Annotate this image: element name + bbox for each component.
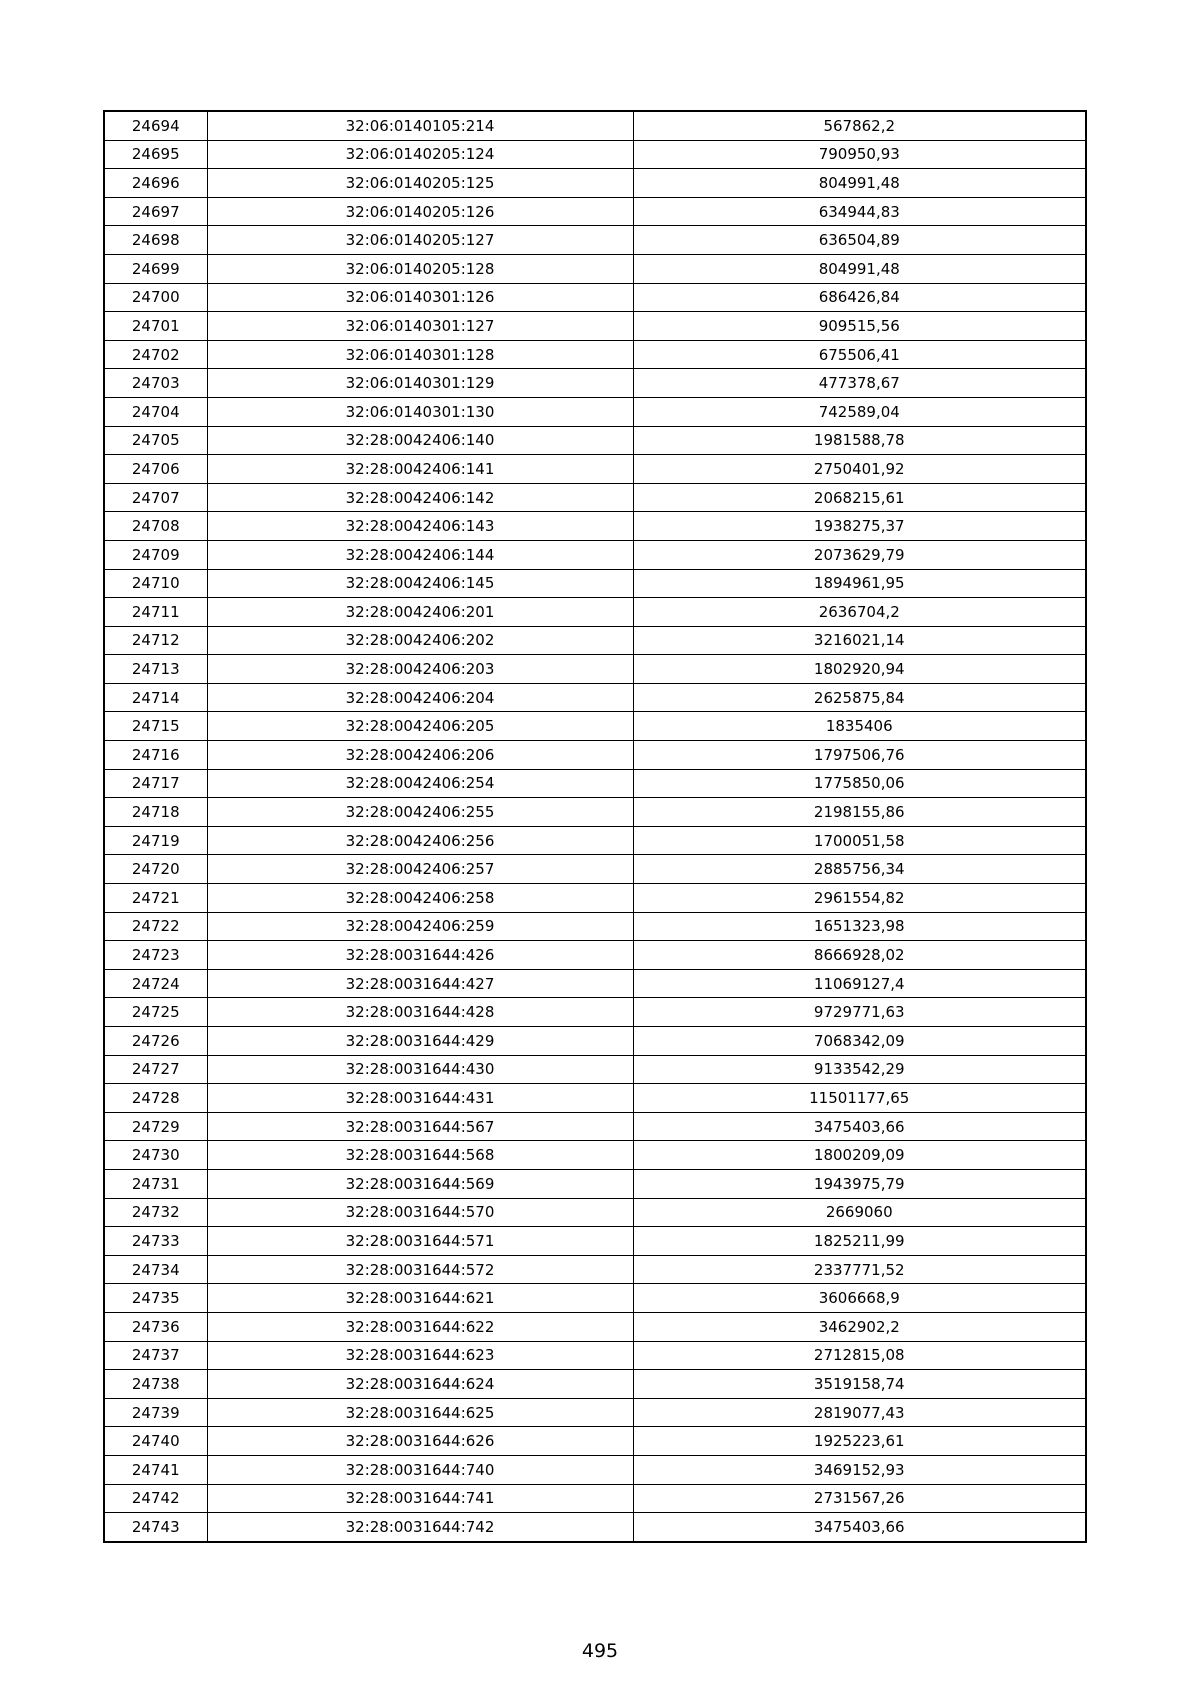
cadastral-value-cell: 3216021,14 [633, 626, 1086, 655]
cadastral-number-cell: 32:28:0042406:140 [207, 426, 633, 455]
cadastral-value-cell: 742589,04 [633, 397, 1086, 426]
row-index-cell: 24731 [104, 1169, 207, 1198]
table-row [104, 798, 1086, 827]
table-row [104, 1227, 1086, 1256]
cadastral-number-cell: 32:28:0042406:203 [207, 655, 633, 684]
cadastral-number-cell: 32:28:0031644:625 [207, 1398, 633, 1427]
table-row [104, 397, 1086, 426]
row-index-cell: 24721 [104, 884, 207, 913]
cadastral-number-cell: 32:06:0140301:130 [207, 397, 633, 426]
cadastral-value-cell: 3475403,66 [633, 1112, 1086, 1141]
cadastral-number-cell: 32:28:0031644:571 [207, 1227, 633, 1256]
cadastral-number-cell: 32:28:0031644:430 [207, 1055, 633, 1084]
table-row [104, 1455, 1086, 1484]
cadastral-value-cell: 2885756,34 [633, 855, 1086, 884]
cadastral-value-cell: 1700051,58 [633, 826, 1086, 855]
table-row [104, 569, 1086, 598]
row-index-cell: 24722 [104, 912, 207, 941]
table-row [104, 969, 1086, 998]
cadastral-value-cell: 1797506,76 [633, 741, 1086, 770]
row-index-cell: 24729 [104, 1112, 207, 1141]
row-index-cell: 24700 [104, 283, 207, 312]
table-row [104, 1141, 1086, 1170]
cadastral-number-cell: 32:28:0031644:429 [207, 1027, 633, 1056]
cadastral-number-cell: 32:06:0140105:214 [207, 111, 633, 140]
row-index-cell: 24742 [104, 1484, 207, 1513]
table-row [104, 741, 1086, 770]
row-index-cell: 24711 [104, 598, 207, 627]
row-index-cell: 24710 [104, 569, 207, 598]
table-row [104, 626, 1086, 655]
cadastral-value-cell: 1894961,95 [633, 569, 1086, 598]
cadastral-number-cell: 32:28:0031644:427 [207, 969, 633, 998]
table-row [104, 169, 1086, 198]
row-index-cell: 24728 [104, 1084, 207, 1113]
table-row [104, 483, 1086, 512]
row-index-cell: 24697 [104, 197, 207, 226]
row-index-cell: 24707 [104, 483, 207, 512]
table-row [104, 140, 1086, 169]
cadastral-value-cell: 2068215,61 [633, 483, 1086, 512]
table-row [104, 312, 1086, 341]
cadastral-number-cell: 32:28:0042406:254 [207, 769, 633, 798]
cadastral-value-cell: 9133542,29 [633, 1055, 1086, 1084]
cadastral-number-cell: 32:28:0031644:572 [207, 1255, 633, 1284]
table-row [104, 1427, 1086, 1456]
table-row [104, 455, 1086, 484]
cadastral-value-cell: 2636704,2 [633, 598, 1086, 627]
cadastral-number-cell: 32:28:0042406:256 [207, 826, 633, 855]
cadastral-number-cell: 32:28:0031644:740 [207, 1455, 633, 1484]
table-row [104, 912, 1086, 941]
cadastral-value-cell: 8666928,02 [633, 941, 1086, 970]
row-index-cell: 24696 [104, 169, 207, 198]
cadastral-number-cell: 32:06:0140301:129 [207, 369, 633, 398]
row-index-cell: 24703 [104, 369, 207, 398]
table-row [104, 540, 1086, 569]
cadastral-number-cell: 32:28:0031644:569 [207, 1169, 633, 1198]
cadastral-value-cell: 11501177,65 [633, 1084, 1086, 1113]
cadastral-value-cell: 3462902,2 [633, 1312, 1086, 1341]
table-row [104, 426, 1086, 455]
cadastral-number-cell: 32:28:0031644:624 [207, 1370, 633, 1399]
table-row [104, 655, 1086, 684]
cadastral-value-cell: 636504,89 [633, 226, 1086, 255]
cadastral-value-cell: 7068342,09 [633, 1027, 1086, 1056]
table-row [104, 512, 1086, 541]
cadastral-value-cell: 1775850,06 [633, 769, 1086, 798]
cadastral-number-cell: 32:28:0042406:143 [207, 512, 633, 541]
cadastral-number-cell: 32:06:0140301:127 [207, 312, 633, 341]
table-row [104, 598, 1086, 627]
cadastral-number-cell: 32:28:0042406:204 [207, 683, 633, 712]
table-row [104, 1169, 1086, 1198]
cadastral-number-cell: 32:28:0042406:141 [207, 455, 633, 484]
row-index-cell: 24708 [104, 512, 207, 541]
cadastral-value-cell: 3475403,66 [633, 1513, 1086, 1542]
cadastral-value-cell: 1802920,94 [633, 655, 1086, 684]
cadastral-value-cell: 790950,93 [633, 140, 1086, 169]
table-row [104, 1198, 1086, 1227]
cadastral-value-table [103, 110, 1087, 1543]
table-row [104, 1484, 1086, 1513]
row-index-cell: 24701 [104, 312, 207, 341]
cadastral-number-cell: 32:28:0042406:206 [207, 741, 633, 770]
row-index-cell: 24706 [104, 455, 207, 484]
cadastral-number-cell: 32:28:0042406:144 [207, 540, 633, 569]
row-index-cell: 24734 [104, 1255, 207, 1284]
cadastral-value-cell: 1981588,78 [633, 426, 1086, 455]
cadastral-value-cell: 2669060 [633, 1198, 1086, 1227]
cadastral-value-cell: 11069127,4 [633, 969, 1086, 998]
cadastral-value-cell: 804991,48 [633, 169, 1086, 198]
row-index-cell: 24737 [104, 1341, 207, 1370]
table-row [104, 1027, 1086, 1056]
cadastral-number-cell: 32:28:0042406:258 [207, 884, 633, 913]
row-index-cell: 24730 [104, 1141, 207, 1170]
row-index-cell: 24718 [104, 798, 207, 827]
row-index-cell: 24694 [104, 111, 207, 140]
cadastral-value-cell: 3519158,74 [633, 1370, 1086, 1399]
cadastral-number-cell: 32:06:0140301:128 [207, 340, 633, 369]
cadastral-value-cell: 2731567,26 [633, 1484, 1086, 1513]
row-index-cell: 24699 [104, 254, 207, 283]
cadastral-number-cell: 32:28:0042406:201 [207, 598, 633, 627]
cadastral-value-cell: 1943975,79 [633, 1169, 1086, 1198]
table-row [104, 111, 1086, 140]
row-index-cell: 24740 [104, 1427, 207, 1456]
cadastral-value-cell: 1800209,09 [633, 1141, 1086, 1170]
table-row [104, 712, 1086, 741]
cadastral-value-cell: 1938275,37 [633, 512, 1086, 541]
cadastral-number-cell: 32:28:0031644:741 [207, 1484, 633, 1513]
cadastral-number-cell: 32:28:0031644:742 [207, 1513, 633, 1542]
row-index-cell: 24736 [104, 1312, 207, 1341]
cadastral-number-cell: 32:06:0140205:127 [207, 226, 633, 255]
row-index-cell: 24724 [104, 969, 207, 998]
table-row [104, 1370, 1086, 1399]
table-row [104, 1055, 1086, 1084]
cadastral-value-cell: 477378,67 [633, 369, 1086, 398]
cadastral-value-cell: 2712815,08 [633, 1341, 1086, 1370]
cadastral-number-cell: 32:28:0031644:428 [207, 998, 633, 1027]
cadastral-value-cell: 804991,48 [633, 254, 1086, 283]
row-index-cell: 24739 [104, 1398, 207, 1427]
cadastral-value-cell: 686426,84 [633, 283, 1086, 312]
cadastral-number-cell: 32:28:0031644:570 [207, 1198, 633, 1227]
table-row [104, 1398, 1086, 1427]
table-row [104, 941, 1086, 970]
cadastral-value-cell: 2819077,43 [633, 1398, 1086, 1427]
cadastral-number-cell: 32:28:0042406:255 [207, 798, 633, 827]
table-row [104, 826, 1086, 855]
table-row [104, 369, 1086, 398]
cadastral-number-cell: 32:28:0042406:202 [207, 626, 633, 655]
cadastral-number-cell: 32:28:0031644:426 [207, 941, 633, 970]
cadastral-value-cell: 1925223,61 [633, 1427, 1086, 1456]
cadastral-value-cell: 634944,83 [633, 197, 1086, 226]
table-row [104, 683, 1086, 712]
cadastral-number-cell: 32:28:0031644:623 [207, 1341, 633, 1370]
table-row [104, 1312, 1086, 1341]
row-index-cell: 24733 [104, 1227, 207, 1256]
row-index-cell: 24713 [104, 655, 207, 684]
cadastral-number-cell: 32:28:0042406:259 [207, 912, 633, 941]
cadastral-number-cell: 32:28:0031644:622 [207, 1312, 633, 1341]
cadastral-value-cell: 2073629,79 [633, 540, 1086, 569]
table-row [104, 1341, 1086, 1370]
cadastral-number-cell: 32:28:0042406:205 [207, 712, 633, 741]
table-body [104, 111, 1086, 1542]
row-index-cell: 24738 [104, 1370, 207, 1399]
cadastral-value-cell: 2625875,84 [633, 683, 1086, 712]
cadastral-number-cell: 32:06:0140205:125 [207, 169, 633, 198]
table-row [104, 855, 1086, 884]
row-index-cell: 24715 [104, 712, 207, 741]
cadastral-number-cell: 32:06:0140205:128 [207, 254, 633, 283]
cadastral-value-cell: 3606668,9 [633, 1284, 1086, 1313]
row-index-cell: 24702 [104, 340, 207, 369]
row-index-cell: 24726 [104, 1027, 207, 1056]
row-index-cell: 24705 [104, 426, 207, 455]
row-index-cell: 24704 [104, 397, 207, 426]
table-row [104, 1284, 1086, 1313]
page-number: 495 [581, 1640, 619, 1662]
table-row [104, 1255, 1086, 1284]
cadastral-value-cell: 1835406 [633, 712, 1086, 741]
cadastral-value-cell: 1825211,99 [633, 1227, 1086, 1256]
cadastral-value-cell: 2961554,82 [633, 884, 1086, 913]
cadastral-value-cell: 1651323,98 [633, 912, 1086, 941]
row-index-cell: 24717 [104, 769, 207, 798]
cadastral-value-cell: 2337771,52 [633, 1255, 1086, 1284]
table-row [104, 1513, 1086, 1542]
table-row [104, 283, 1086, 312]
row-index-cell: 24695 [104, 140, 207, 169]
row-index-cell: 24743 [104, 1513, 207, 1542]
row-index-cell: 24723 [104, 941, 207, 970]
row-index-cell: 24709 [104, 540, 207, 569]
cadastral-number-cell: 32:06:0140301:126 [207, 283, 633, 312]
cadastral-number-cell: 32:28:0031644:626 [207, 1427, 633, 1456]
row-index-cell: 24725 [104, 998, 207, 1027]
cadastral-value-cell: 2750401,92 [633, 455, 1086, 484]
cadastral-number-cell: 32:28:0031644:431 [207, 1084, 633, 1113]
row-index-cell: 24727 [104, 1055, 207, 1084]
table-row [104, 884, 1086, 913]
cadastral-number-cell: 32:28:0031644:568 [207, 1141, 633, 1170]
row-index-cell: 24732 [104, 1198, 207, 1227]
row-index-cell: 24716 [104, 741, 207, 770]
cadastral-number-cell: 32:28:0042406:145 [207, 569, 633, 598]
cadastral-value-cell: 9729771,63 [633, 998, 1086, 1027]
cadastral-value-cell: 909515,56 [633, 312, 1086, 341]
row-index-cell: 24712 [104, 626, 207, 655]
table-row [104, 340, 1086, 369]
row-index-cell: 24719 [104, 826, 207, 855]
row-index-cell: 24714 [104, 683, 207, 712]
cadastral-number-cell: 32:28:0042406:257 [207, 855, 633, 884]
cadastral-number-cell: 32:06:0140205:126 [207, 197, 633, 226]
table-row [104, 226, 1086, 255]
row-index-cell: 24735 [104, 1284, 207, 1313]
row-index-cell: 24698 [104, 226, 207, 255]
cadastral-value-cell: 2198155,86 [633, 798, 1086, 827]
table-row [104, 1112, 1086, 1141]
table-row [104, 254, 1086, 283]
cadastral-number-cell: 32:28:0031644:567 [207, 1112, 633, 1141]
cadastral-value-cell: 3469152,93 [633, 1455, 1086, 1484]
table-row [104, 1084, 1086, 1113]
table-row [104, 769, 1086, 798]
table-row [104, 197, 1086, 226]
cadastral-number-cell: 32:06:0140205:124 [207, 140, 633, 169]
cadastral-number-cell: 32:28:0042406:142 [207, 483, 633, 512]
row-index-cell: 24741 [104, 1455, 207, 1484]
cadastral-value-cell: 567862,2 [633, 111, 1086, 140]
table-row [104, 998, 1086, 1027]
cadastral-value-cell: 675506,41 [633, 340, 1086, 369]
row-index-cell: 24720 [104, 855, 207, 884]
cadastral-number-cell: 32:28:0031644:621 [207, 1284, 633, 1313]
